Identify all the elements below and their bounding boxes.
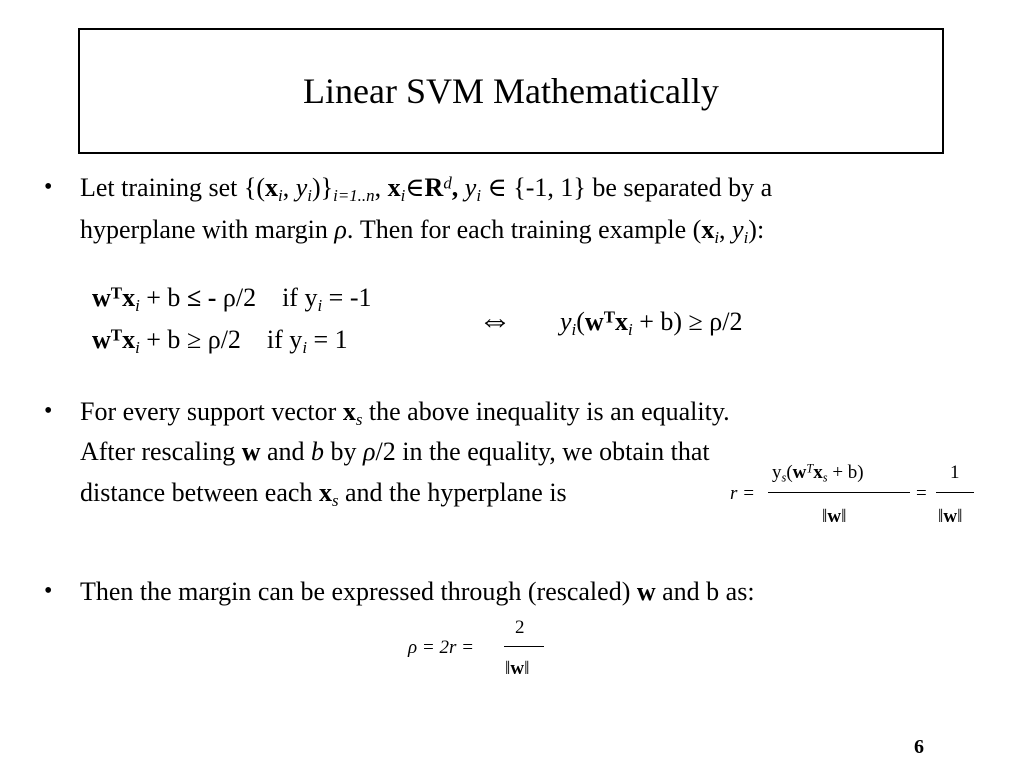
formula-r-one: 1 (950, 462, 960, 483)
bullet-2-dot: • (44, 398, 53, 424)
page-number: 6 (914, 736, 924, 758)
combined-constraint: $y_i(w^Tx_i + b) \ge \rho/2$ (560, 307, 743, 340)
constraint-negative: $w^Tx_i + b$ ≤ - ρ/2 if $y_i = -1$ (92, 283, 372, 316)
formula-r-lhs: r = (730, 483, 755, 504)
formula-r-fraction-bar (768, 492, 910, 493)
title-box (78, 28, 944, 154)
formula-r-denominator: ‖w‖ (822, 506, 847, 527)
formula-r-fraction-bar-2 (936, 492, 974, 493)
bullet-3-line-1: Then the margin can be expressed through (rescaled) w and b as: (80, 577, 755, 606)
bullet-2-line-2: After rescaling w and b by ρ/2 in the equality, we obtain that (80, 437, 710, 466)
bullet-1-line-2: hyperplane with margin ρ. Then for each training example ($x_i$, $y_i$): (80, 215, 765, 248)
formula-r-numerator: $y_s(w^Tx_s + b)$ (772, 461, 864, 485)
bullet-2-line-1: For every support vector $x_s$ the above inequality is an equality. (80, 397, 730, 430)
slide-title: Linear SVM Mathematically (303, 71, 719, 111)
formula-r-equals: = (916, 483, 927, 504)
bullet-1-line-1: Let training set {($x_i$, $y_i)\}_{i=1..n}$, $x_i\in R^d$, $y_i$ ∈ {-1, 1} be separated by a (80, 173, 773, 206)
constraint-positive: $w^Tx_i + b \ge \rho/2$ if $y_i = 1$ (92, 325, 348, 358)
formula-rho-fraction-bar (504, 646, 544, 647)
formula-rho-denominator: ‖w‖ (505, 658, 530, 679)
formula-rho-numerator: 2 (515, 617, 525, 638)
formula-r-denominator-2: ‖w‖ (938, 506, 963, 527)
formula-rho-lhs: ρ = 2r = (408, 637, 474, 658)
bullet-1-dot: • (44, 174, 53, 200)
bullet-3-dot: • (44, 578, 53, 604)
iff-arrow-icon: ⇔ (478, 302, 512, 339)
bullet-2-line-3: distance between each $x_s$ and the hyperplane is (80, 478, 567, 511)
